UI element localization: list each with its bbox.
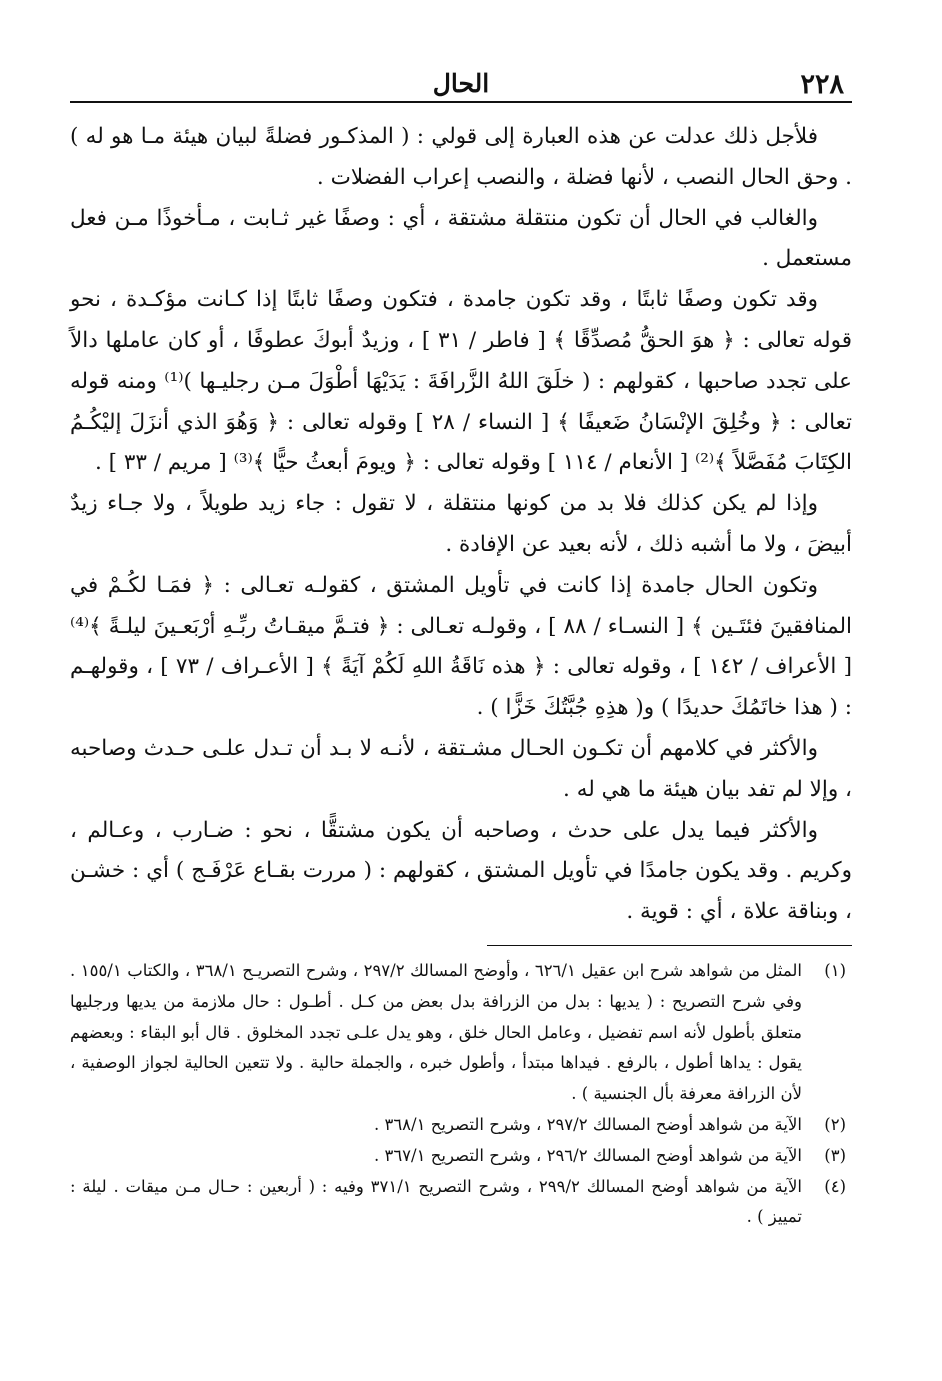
footnote-separator (487, 945, 852, 946)
main-text (70, 117, 852, 933)
footnotes (70, 956, 852, 1233)
footnote (70, 1141, 852, 1172)
paragraph: والأكثر فيما يدل على حدث ، وصاحبه أن يكون مشتقًّا ، نحو : ضـارب ، وعـالم ، وكريم . وقد يكون جامدًا في تأويل المشتق ، كقولهم : ( مررت بقـاع عَرْفَـج ) أي : خشـن ، وبناقة علاة ، أي : قوية . (70, 817, 852, 925)
footnote-text: المثل من شواهد شرح ابن عقيل ٦٢٦/١ ، وأوضح المسالك ٢٩٧/٢ ، وشرح التصريـح ٣٦٨/١ ، والكتاب ١٥٥/١ . وفي شرح التصريح : ( يديها : بدل من الزرافة بدل بعض من كـل . أطـول : حال ملازمة من يديها ورجليها متعلق بأطول لأنه اسم تفضيل ، وعامل الحال خلق ، وهو يدل علـى تجدد المخلوق . قال أبو البقاء : وبعضهم يقول : يداها أطول ، بالرفع . فيداها مبتدأ ، وأطول خبره ، والجملة حالية . ولا تتعين الحالية لجواز الوصفية ، لأن الزرافة معرفة بأل الجنسية ) . (70, 960, 802, 1104)
footnote (70, 956, 852, 1110)
page-number: ٢٢٨ (800, 69, 844, 100)
footnote-text: الآية من شواهد أوضح المسالك ٢٩٩/٢ ، وشرح التصريح ٣٧١/١ وفيه : ( أربعين : حـال مـن ميقات . ليلة : تمييز ) . (70, 1176, 802, 1227)
footnote (70, 1110, 852, 1141)
paragraph: والغالب في الحال أن تكون منتقلة مشتقة ، أي : وصفًا غير ثـابت ، مـأخوذًا مـن فعل مستعمل . (70, 205, 852, 272)
paragraph: وإذا لم يكن كذلك فلا بد من كونها منتقلة ، لا تقول : جاء زيد طويلاً ، ولا جـاء زيدٌ أبيضَ ، ولا ما أشبه ذلك ، لأنه بعيد عن الإفادة . (70, 491, 852, 557)
paragraph: وتكون الحال جامدة إذا كانت في تأويل المشتق ، كقولـه تعـالى : ﴿ فمَـا لكُـمْ في المنافقينَ فئتَـين ﴾ [ النسـاء / ٨٨ ] ، وقولـه تعـالى : ﴿ فتـمَّ ميقـاتُ ربِّـهِ أرْبَعـينَ ليلـةً ﴾⁽⁴⁾ [ الأعراف / ١٤٢ ] ، وقوله تعالى : ﴿ هذه نَاقَةُ اللهِ لَكُمْ آيَةً ﴾ [ الأعـراف / ٧٣ ] ، وقولهـم : ( هذا خاتَمُكَ حديدًا ) و( هذِهِ جُبَّتُكَ خَزًّا ) . (70, 572, 852, 721)
footnote-text: الآية من شواهد أوضح المسالك ٢٩٧/٢ ، وشرح التصريح ٣٦٨/١ . (373, 1114, 802, 1134)
footnote-text: الآية من شواهد أوضح المسالك ٢٩٦/٢ ، وشرح التصريح ٣٦٧/١ . (373, 1145, 802, 1165)
book-page (70, 55, 852, 1233)
running-title: الحال (432, 69, 490, 98)
paragraph: والأكثر في كلامهم أن تكـون الحـال مشـتقة ، لأنـه لا بـد أن تـدل علـى حـدث وصاحبه ، وإلا لم تفد بيان هيئة ما هي له . (70, 735, 852, 802)
footnote-number: (٢) (824, 1114, 846, 1134)
footnote-number: (٣) (824, 1145, 846, 1165)
paragraph: فلأجل ذلك عدلت عن هذه العبارة إلى قولي : ( المذكـور فضلةً لبيان هيئة مـا هو له ) . وحق الحال النصب ، لأنها فضلة ، والنصب إعراب الفضلات . (70, 124, 852, 190)
page-header (70, 55, 852, 103)
paragraph: وقد تكون وصفًا ثابتًا ، وقد تكون جامدة ، فتكون وصفًا ثابتًا إذا كـانت مؤكـدة ، نحو قوله تعالى : ﴿ هوَ الحقُّ مُصدِّقًا ﴾ [ فاطر / ٣١ ] ، وزيدٌ أبوكَ عطوفًا ، أو كان عاملها دالاً على تجدد صاحبها ، كقولهم : ( خلَقَ اللهُ الزَّرافَةَ : يَدَيْهَا أطْوَلَ مـن رجليـها )⁽¹⁾ ومنه قوله تعالى : ﴿ وخُلِقَ الإنْسَانُ ضَعيفًا ﴾ [ النساء / ٢٨ ] وقوله تعالى : ﴿ وَهُوَ الذي أنزَلَ إليْكُـمُ الكِتَابَ مُفَصَّلاً ﴾⁽²⁾ [ الأنعام / ١١٤ ] وقوله تعالى : ﴿ ويومَ أبعثُ حيًّا ﴾⁽³⁾ [ مريم / ٣٣ ] . (70, 287, 853, 476)
footnote-number: (٤) (824, 1176, 846, 1196)
footnote (70, 1172, 852, 1234)
footnote-number: (١) (824, 960, 846, 980)
